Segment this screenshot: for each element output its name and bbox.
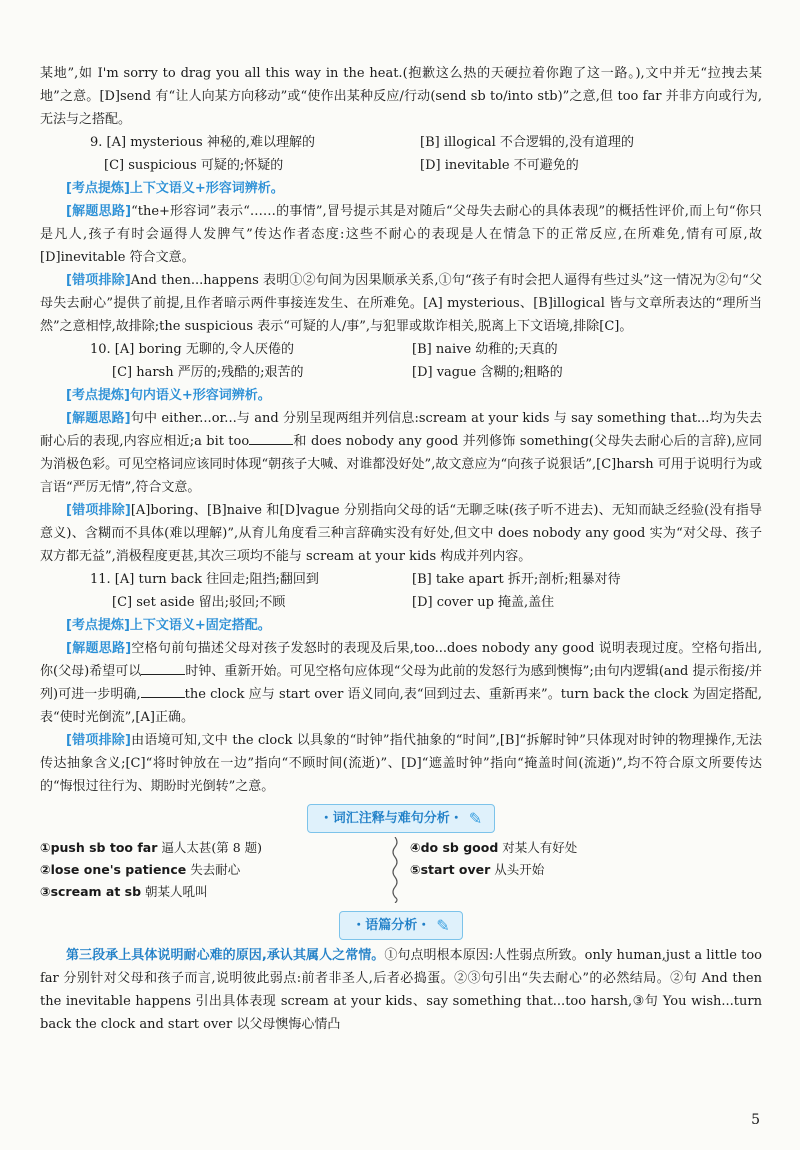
passage-banner-title: ・语篇分析・ [352, 918, 431, 933]
vocab-term: ⑤start over [410, 862, 491, 877]
q10-option-c: [C] harsh 严厉的;残酷的;艰苦的 [112, 365, 304, 380]
q9-solution-tag: [解题思路] [66, 204, 132, 219]
q9-option-c: [C] suspicious 可疑的;怀疑的 [104, 158, 284, 173]
q11-solution-text-2: 时钟、重新开始。可见空格句应体现“父母为此前的发怒行为感到懊悔”;由句内逻辑(and 提示衔接/并列)可进一步明确, [40, 664, 762, 702]
passage-analysis [40, 944, 762, 1036]
vocab-column-left [40, 837, 380, 903]
passage-banner [339, 911, 462, 940]
q9-option-a: 9. [A] mysterious 神秘的,难以理解的 [90, 135, 315, 150]
q11-key-point: [考点提炼]上下文语义+固定搭配。 [66, 618, 271, 633]
q11-solution [40, 637, 762, 729]
q11-option-a: 11. [A] turn back 往回走;阻挡;翻回到 [90, 572, 319, 587]
q10-option-d: [D] vague 含糊的;粗略的 [412, 365, 563, 380]
vocab-gloss: 失去耐心 [190, 862, 241, 877]
q11-solution-text-3: the clock 应与 start over 语义同向,表“回到过去、重新再来”。turn back the clock 为固定搭配,表“使时光倒流”,[A]正确。 [40, 687, 762, 725]
q11-wrong-text: 由语境可知,文中 the clock 以具象的“时钟”指代抽象的“时间”,[B]“拆解时钟”只体现对时钟的物理操作,无法传达抽象含义;[C]“将时钟放在一边”指向“不顾时间(流逝)”、[D]“遮盖时钟”指向“掩盖时间(流逝)”,均不符合原文所要传达的“悔恨过往行为、期盼时光倒转”之意。 [40, 733, 762, 794]
vocab-item [40, 881, 380, 903]
q11-option-c: [C] set aside 留出;驳回;不顾 [112, 595, 286, 610]
q9-option-d: [D] inevitable 不可避免的 [420, 158, 579, 173]
pen-icon: ✎ [468, 809, 483, 828]
vocab-banner-title: ・词汇注释与难句分析・ [319, 811, 463, 826]
vocab-gloss: 从头开始 [494, 862, 545, 877]
pen-icon: ✎ [436, 916, 450, 935]
q9-options-row2 [40, 154, 762, 177]
answer-blank [141, 685, 185, 698]
q9-solution-text: “the+形容词”表示“……的事情”,冒号提示其是对随后“父母失去耐心的具体表现”的概括性评价,而上句“你只是凡人,孩子有时会逼得人发脾气”传达作者态度:这些不耐心的表现是人在情急下的正常反应,在所难免,情有可原,故[D]inevitable 符合文意。 [40, 204, 762, 265]
q11-wrong-tag: [错项排除] [66, 733, 131, 748]
vocab-column-right [410, 837, 750, 903]
vocab-gloss: 朝某人吼叫 [145, 884, 208, 899]
q10-solution-tag: [解题思路] [66, 411, 131, 426]
vocab-item [410, 837, 750, 859]
q11-solution-text-1: 空格句前句描述父母对孩子发怒时的表现及后果,too...does nobody any good 说明表现过度。空格句指出,你(父母)希望可以 [40, 641, 762, 679]
q10-option-a: 10. [A] boring 无聊的,令人厌倦的 [90, 342, 294, 357]
q10-options-row2 [40, 361, 762, 384]
q11-wrong-options [40, 729, 762, 798]
q10-options-row1 [40, 338, 762, 361]
q9-key-point: [考点提炼]上下文语义+形容词辨析。 [66, 181, 284, 196]
analysis-text: ①句点明根本原因:人性弱点所致。only human,just a little too far 分别针对父母和孩子而言,说明彼此弱点:前者非圣人,后者必捣蛋。②③句引出“失去耐心”的必然结局。②句 And then the inevitable happens 引出具体表现 scream at your kids、say something that...too harsh,③句 You wish...turn back the clock and start over 以父母懊悔心情凸 [40, 948, 762, 1032]
vocab-item [410, 859, 750, 881]
wavy-divider-icon [390, 837, 400, 903]
q9-solution [40, 200, 762, 269]
paragraph-continued: 某地”,如 I'm sorry to drag you all this way in the heat.(抱歉这么热的天硬拉着你跑了这一路。),文中并无“拉拽去某地”之意。[D]send 有“让人向某方向移动”或“使作出某种反应/行动(send sb to/into stb)”之意,但 too far 并非方向或行为,无法与之搭配。 [40, 66, 762, 127]
vocab-banner-wrap [40, 804, 762, 833]
q11-options-row2 [40, 591, 762, 614]
analysis-lead: 第三段承上具体说明耐心难的原因,承认其属人之常情。 [66, 948, 385, 963]
vocab-term: ①push sb too far [40, 840, 158, 855]
vocab-term: ②lose one's patience [40, 862, 187, 877]
page-number: 5 [751, 1112, 760, 1128]
q9-wrong-tag: [错项排除] [66, 273, 131, 288]
passage-banner-wrap [40, 911, 762, 940]
vocab-list [40, 837, 762, 903]
vocab-item [40, 837, 380, 859]
q10-solution-text-1: 句中 either...or...与 and 分别呈现两组并列信息:scream at your kids 与 say something that...均为失去耐心后的表现,内容应相近;a bit too [40, 411, 762, 449]
q9-wrong-text: And then...happens 表明①②句间为因果顺承关系,①句“孩子有时会把人逼得有些过头”这一情况为②句“父母失去耐心”提供了前提,且作者暗示两件事接连发生、在所难免。[A] mysterious、[B]illogical 皆与文章所表达的“理所当然”之意相悖,故排除;the suspicious 表示“可疑的人/事”,与犯罪或欺诈相关,脱离上下文语境,排除[C]。 [40, 273, 763, 334]
page-content [40, 62, 762, 1036]
vocab-gloss: 对某人有好处 [502, 840, 578, 855]
q10-wrong-text: [A]boring、[B]naive 和[D]vague 分别指向父母的话“无聊乏味(孩子听不进去)、无知而缺乏经验(没有指导意义)、含糊而不具体(难以理解)”,从育儿角度看三种言辞确实没有好处,但文中 does nobody any good 实为“对父母、孩子双方都无益”,消极程度更甚,其次三项均不能与 scream at your kids 构成并列内容。 [40, 503, 763, 564]
q10-solution [40, 407, 762, 499]
q11-option-b: [B] take apart 拆开;剖析;粗暴对待 [412, 572, 621, 587]
q10-key-point: [考点提炼]句内语义+形容词辨析。 [66, 388, 271, 403]
vocab-gloss: 逼人太甚(第 8 题) [161, 840, 263, 855]
q10-solution-text-2: 和 does nobody any good 并列修饰 something(父母失去耐心后的言辞),应同为消极色彩。可见空格词应该同时体现“朝孩子大喊、对谁都没好处”,故文意应为“向孩子说狠话”,[C]harsh 可用于说明行为或言语“严厉无情”,符合文意。 [40, 434, 762, 495]
q10-option-b: [B] naive 幼稚的;天真的 [412, 342, 558, 357]
q10-wrong-tag: [错项排除] [66, 503, 131, 518]
vocab-divider [380, 837, 410, 903]
q11-option-d: [D] cover up 掩盖,盖住 [412, 595, 555, 610]
q9-wrong-options [40, 269, 762, 338]
vocab-term: ④do sb good [410, 840, 499, 855]
vocab-item [40, 859, 380, 881]
q11-solution-tag: [解题思路] [66, 641, 132, 656]
answer-blank [249, 432, 293, 445]
vocab-term: ③scream at sb [40, 884, 142, 899]
q11-options-row1 [40, 568, 762, 591]
q9-options-row1 [40, 131, 762, 154]
answer-blank [141, 662, 185, 675]
vocab-banner [307, 804, 495, 833]
q9-option-b: [B] illogical 不合逻辑的,没有道理的 [420, 135, 635, 150]
q10-wrong-options [40, 499, 762, 568]
